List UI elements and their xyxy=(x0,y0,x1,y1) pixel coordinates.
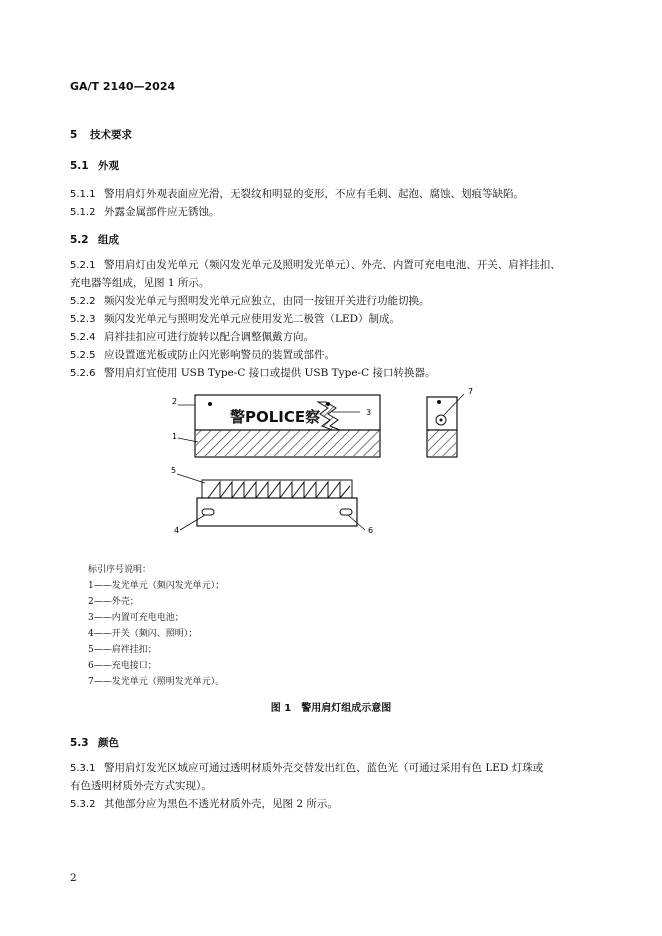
legend-item: 3——内置可充电电池； xyxy=(88,613,184,623)
clause-5-2-2 xyxy=(70,293,430,308)
legend-item: 2——外壳； xyxy=(88,597,139,607)
section-title: 组成 xyxy=(98,234,119,246)
clause-text: 频闪发光单元与照明发光单元应使用发光二极管（LED）制成。 xyxy=(104,313,401,325)
clause-text: 频闪发光单元与照明发光单元应独立，由同一按钮开关进行功能切换。 xyxy=(104,295,430,307)
clause-number: 5.2.6 xyxy=(70,368,96,379)
callout-7: 7 xyxy=(468,387,474,396)
section-5-1-heading xyxy=(70,158,119,173)
clause-5-2-1 xyxy=(70,257,561,272)
clause-text: 应设置遮光板或防止闪光影响警员的装置或部件。 xyxy=(104,349,335,361)
clause-5-1-1 xyxy=(70,186,524,201)
section-number: 5.2 xyxy=(70,234,89,246)
clause-5-2-6 xyxy=(70,365,435,380)
clause-5-1-2 xyxy=(70,204,220,219)
section-number: 5.1 xyxy=(70,160,89,172)
callout-4: 4 xyxy=(174,526,180,535)
section-5-3-heading xyxy=(70,735,119,750)
clause-5-3-1 xyxy=(70,760,543,775)
clause-5-2-5 xyxy=(70,347,335,362)
strobe-light-unit xyxy=(196,430,379,456)
clause-text: 其他部分应为黑色不透光材质外壳，见图 2 所示。 xyxy=(104,798,338,810)
clause-number: 5.2.5 xyxy=(70,350,96,361)
figure-1-diagram xyxy=(150,382,500,547)
legend-title: 标引序号说明： xyxy=(88,565,152,575)
callout-2: 2 xyxy=(172,397,178,406)
clause-number: 5.1.2 xyxy=(70,207,96,218)
clause-5-2-1-cont: 充电器等组成，见图 1 所示。 xyxy=(70,277,210,289)
legend-item: 4——开关（频闪、照明）； xyxy=(88,629,198,639)
clause-text: 警用肩灯宜使用 USB Type-C 接口或提供 USB Type-C 接口转换器。 xyxy=(104,367,436,379)
clause-5-2-4 xyxy=(70,329,314,344)
device-side-view xyxy=(427,387,473,457)
side-light-unit xyxy=(428,430,456,456)
callout-1: 1 xyxy=(172,432,178,441)
section-number: 5.3 xyxy=(70,737,89,749)
device-bottom-view xyxy=(171,466,373,535)
clause-number: 5.2.1 xyxy=(70,260,96,271)
legend-item: 1——发光单元（频闪发光单元）； xyxy=(88,581,225,591)
clause-text: 警用肩灯发光区域应可通过透明材质外壳交替发出红色、蓝色光（可通过采用有色 LED 灯珠或 xyxy=(104,762,544,774)
legend-item: 6——充电接口； xyxy=(88,661,157,671)
screw-dot xyxy=(208,402,212,406)
section-title: 外观 xyxy=(98,160,119,172)
section-number: 5 xyxy=(70,129,78,141)
section-title: 技术要求 xyxy=(90,129,132,141)
section-title: 颜色 xyxy=(98,737,119,749)
clause-5-3-1-cont: 有色透明材质外壳方式实现）。 xyxy=(70,780,212,792)
figure-caption: 图 1 警用肩灯组成示意图 xyxy=(270,703,392,714)
clause-number: 5.2.3 xyxy=(70,314,96,325)
police-label: 警POLICE察 xyxy=(230,408,321,426)
standard-number: GA/T 2140—2024 xyxy=(70,80,176,93)
section-5-heading xyxy=(70,127,132,142)
clause-text: 外露金属部件应无锈蚀。 xyxy=(104,206,220,218)
charging-port-slot xyxy=(340,509,352,515)
screw-dot xyxy=(326,402,330,406)
callout-6: 6 xyxy=(368,526,374,535)
page-number: 2 xyxy=(70,872,77,884)
clause-text: 警用肩灯外观表面应光滑，无裂纹和明显的变形，不应有毛刺、起泡、腐蚀、划痕等缺陷。 xyxy=(104,188,524,200)
clause-number: 5.3.1 xyxy=(70,763,96,774)
callout-3: 3 xyxy=(366,408,372,417)
clause-number: 5.2.4 xyxy=(70,332,96,343)
section-5-2-heading xyxy=(70,232,119,247)
base-housing xyxy=(197,498,357,526)
clause-number: 5.3.2 xyxy=(70,799,96,810)
legend-item: 5——肩袢挂扣； xyxy=(88,645,157,655)
switch-slot xyxy=(202,509,214,515)
clause-number: 5.2.2 xyxy=(70,296,96,307)
clause-text: 肩袢挂扣应可进行旋转以配合调整佩戴方向。 xyxy=(104,331,314,343)
clause-5-2-3 xyxy=(70,311,400,326)
device-front-view xyxy=(172,395,380,457)
legend-item: 7——发光单元（照明发光单元）。 xyxy=(88,677,225,687)
clause-5-3-2 xyxy=(70,796,338,811)
clause-number: 5.1.1 xyxy=(70,189,96,200)
clause-text: 警用肩灯由发光单元（频闪发光单元及照明发光单元）、外壳、内置可充电电池、开关、肩袢挂扣、 xyxy=(104,259,561,271)
callout-5: 5 xyxy=(171,466,177,475)
